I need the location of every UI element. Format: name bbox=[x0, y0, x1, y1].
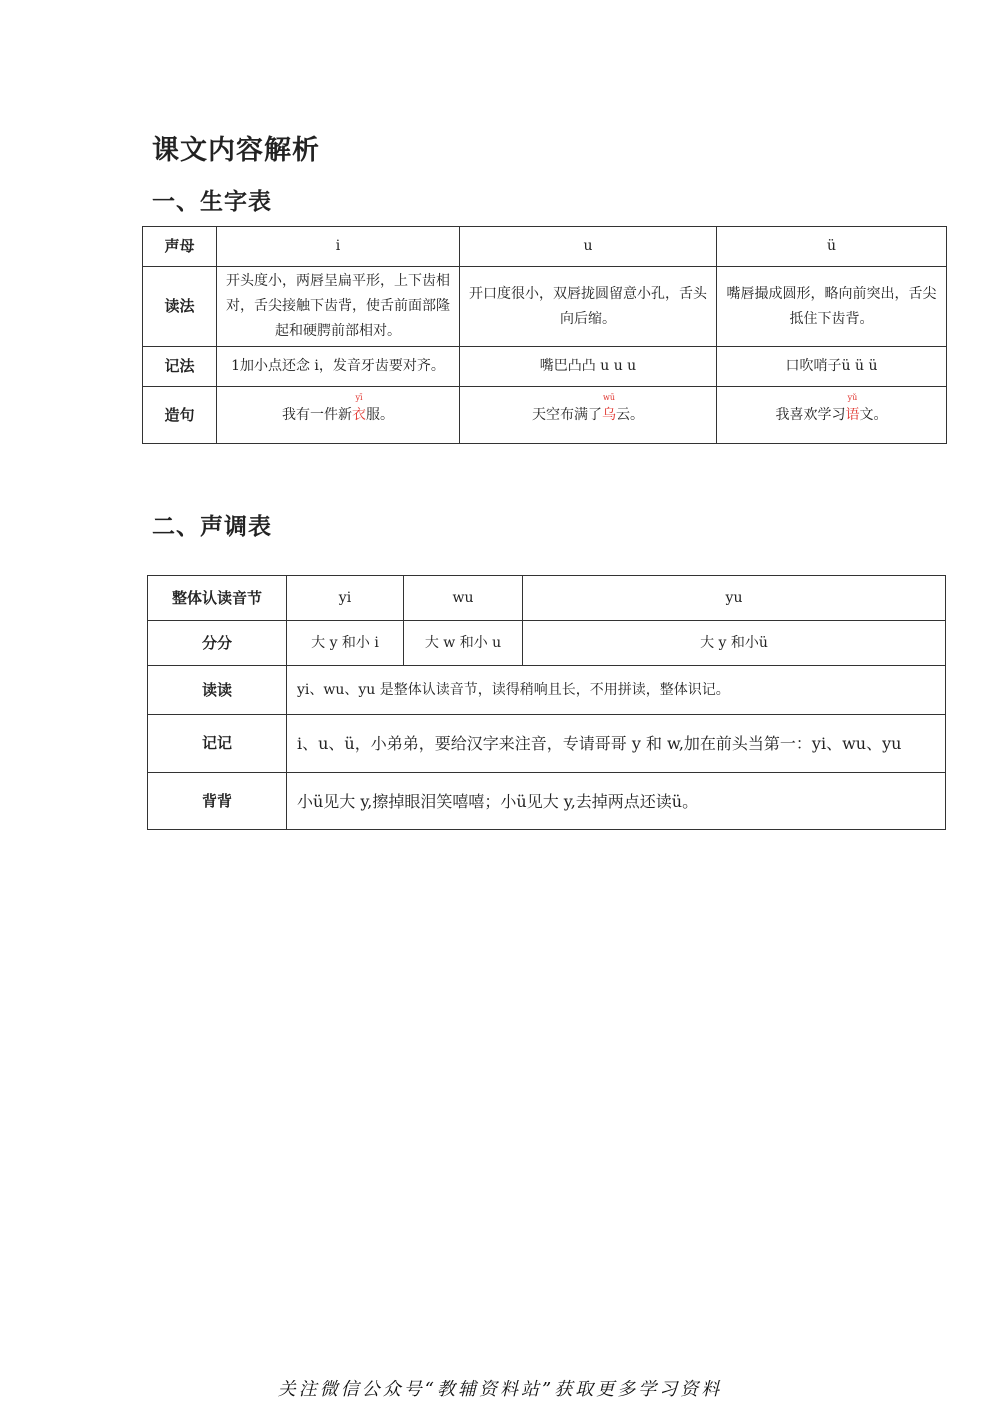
sentence-cell bbox=[717, 387, 947, 444]
table-row bbox=[143, 387, 947, 444]
section-heading-shengzi: 一、生字表 bbox=[152, 189, 272, 215]
highlighted-char-text: 语 bbox=[845, 406, 860, 423]
page-title: 课文内容解析 bbox=[152, 135, 320, 166]
row-label: 造句 bbox=[143, 387, 217, 444]
table-cell: 口吹哨子ü ü ü bbox=[717, 347, 947, 387]
row-label: 记法 bbox=[143, 347, 217, 387]
table-cell: 开口度很小，双唇拢圆留意小孔，舌头向后缩。 bbox=[460, 267, 717, 347]
table-cell: 嘴唇撮成圆形，略向前突出，舌尖抵住下齿背。 bbox=[717, 267, 947, 347]
table-cell: 开头度小，两唇呈扁平形，上下齿相对，舌尖接触下齿背，使舌前面部隆起和硬腭前部相对。 bbox=[217, 267, 460, 347]
table-row bbox=[143, 267, 947, 347]
table-row bbox=[148, 715, 946, 773]
table-row bbox=[143, 347, 947, 387]
table-cell: yi、wu、yu 是整体认读音节，读得稍响且长，不用拼读，整体识记。 bbox=[287, 666, 946, 715]
highlighted-char bbox=[845, 392, 860, 428]
highlighted-char bbox=[352, 392, 366, 428]
header-cell: ü bbox=[717, 227, 947, 267]
sentence-text: 服。 bbox=[366, 406, 394, 423]
highlighted-char bbox=[602, 392, 616, 428]
table-cell: 大 w 和小 u bbox=[404, 621, 523, 666]
row-label: 整体认读音节 bbox=[148, 576, 287, 621]
syllable-cell: wu bbox=[404, 576, 523, 621]
footer-note: 关注微信公众号“教辅资料站”获取更多学习资料 bbox=[277, 1379, 723, 1400]
table-row bbox=[148, 666, 946, 715]
syllable-cell: yu bbox=[523, 576, 946, 621]
row-label: 记记 bbox=[148, 715, 287, 773]
header-cell: 声母 bbox=[143, 227, 217, 267]
sentence-cell bbox=[217, 387, 460, 444]
syllable-cell: yi bbox=[287, 576, 404, 621]
header-cell: u bbox=[460, 227, 717, 267]
row-label: 背背 bbox=[148, 773, 287, 830]
pinyin-annotation: wū bbox=[603, 392, 615, 402]
shengzi-table bbox=[142, 226, 947, 444]
table-cell: 大 y 和小ü bbox=[523, 621, 946, 666]
shengdiao-table bbox=[147, 575, 946, 830]
table-cell: 1加小点还念 i，发音牙齿要对齐。 bbox=[217, 347, 460, 387]
row-label: 读读 bbox=[148, 666, 287, 715]
table-row bbox=[148, 773, 946, 830]
sentence-text: 我喜欢学习 bbox=[775, 406, 846, 423]
highlighted-char-text: 衣 bbox=[352, 406, 366, 423]
row-label: 分分 bbox=[148, 621, 287, 666]
sentence-text: 文。 bbox=[859, 406, 888, 423]
table-cell: 嘴巴凸凸 u u u bbox=[460, 347, 717, 387]
row-label: 读法 bbox=[143, 267, 217, 347]
header-cell: i bbox=[217, 227, 460, 267]
section-heading-shengdiao: 二、声调表 bbox=[152, 514, 272, 540]
table-header-row bbox=[143, 227, 947, 267]
sentence-text: 我有一件新 bbox=[282, 406, 352, 423]
table-cell: 小ü见大 y,擦掉眼泪笑嘻嘻；小ü见大 y,去掉两点还读ü。 bbox=[287, 773, 946, 830]
pinyin-annotation: yī bbox=[355, 392, 363, 402]
sentence-text: 云。 bbox=[616, 406, 644, 423]
table-header-row bbox=[148, 576, 946, 621]
table-row bbox=[148, 621, 946, 666]
pinyin-annotation: yǔ bbox=[847, 392, 858, 402]
sentence-text: 天空布满了 bbox=[532, 406, 602, 423]
highlighted-char-text: 乌 bbox=[602, 406, 616, 423]
sentence-cell bbox=[460, 387, 717, 444]
table-cell: i、u、ü，小弟弟，要给汉字来注音，专请哥哥 y 和 w,加在前头当第一：yi、wu、yu bbox=[287, 715, 946, 773]
table-cell: 大 y 和小 i bbox=[287, 621, 404, 666]
